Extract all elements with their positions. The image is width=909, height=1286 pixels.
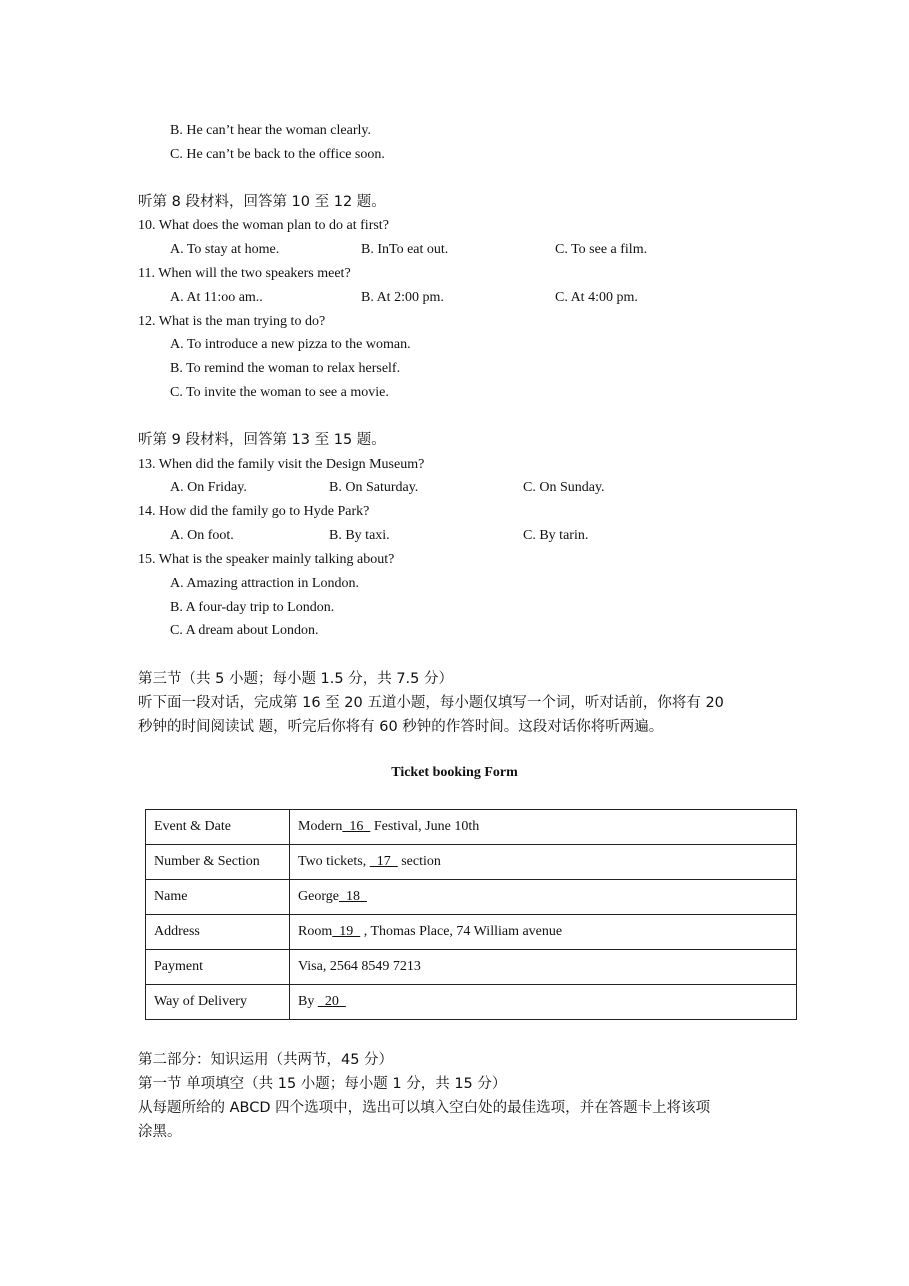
q13-option-a: A. On Friday. [170,480,247,495]
form-label: Way of Delivery [146,985,290,1020]
form-value: By 20 [290,985,797,1020]
segment-8-header: 听第 8 段材料，回答第 10 至 12 题。 [138,194,386,210]
q10-stem: 10. What does the woman plan to do at first? [138,218,389,233]
part-2-instruction-line-2: 涂黑。 [138,1124,182,1140]
section-3-instruction-line-1: 听下面一段对话，完成第 16 至 20 五道小题，每小题仅填写一个词，听对话前，你将有 20 [138,695,724,711]
form-label: Payment [146,950,290,985]
q14-option-a: A. On foot. [170,528,234,543]
q15-stem: 15. What is the speaker mainly talking about? [138,552,395,567]
form-label: Event & Date [146,810,290,845]
q13-option-b: B. On Saturday. [329,480,419,495]
q15-option-b: B. A four-day trip to London. [170,600,335,615]
ticket-booking-form [145,809,797,1020]
form-value: Two tickets, 17 section [290,845,797,880]
q15-option-c: C. A dream about London. [170,623,319,638]
section-3-instruction-line-2: 秒钟的时间阅读试 题，听完后你将有 60 秒钟的作答时间。这段对话你将听两遍。 [138,719,664,735]
q12-option-a: A. To introduce a new pizza to the woman. [170,337,411,352]
q14-option-b: B. By taxi. [329,528,390,543]
form-row-event-date [146,810,797,845]
blank-19: 19 [332,924,361,939]
q12-option-b: B. To remind the woman to relax herself. [170,361,401,376]
form-row-number-section [146,845,797,880]
q12-option-c: C. To invite the woman to see a movie. [170,385,389,400]
q11-option-c: C. At 4:00 pm. [555,290,638,305]
q12-stem: 12. What is the man trying to do? [138,314,326,329]
q14-options [138,527,838,545]
q11-stem: 11. When will the two speakers meet? [138,266,351,281]
q13-options [138,479,838,497]
q11-option-a: A. At 11:oo am.. [170,290,263,305]
form-label: Address [146,915,290,950]
form-value: George 18 [290,880,797,915]
blank-16: 16 [342,819,371,834]
q13-option-c: C. On Sunday. [523,480,605,495]
q9-option-b: B. He can’t hear the woman clearly. [170,123,371,138]
form-row-payment [146,950,797,985]
form-value: Modern 16 Festival, June 10th [290,810,797,845]
form-row-address [146,915,797,950]
q9-option-c: C. He can’t be back to the office soon. [170,147,385,162]
q11-options [138,289,838,307]
part-2-header: 第二部分：知识运用（共两节，45 分） [138,1052,394,1068]
q10-option-c: C. To see a film. [555,242,648,257]
form-title: Ticket booking Form [391,765,518,780]
q15-option-a: A. Amazing attraction in London. [170,576,359,591]
q10-option-b: B. InTo eat out. [361,242,449,257]
blank-20: 20 [317,994,346,1009]
form-label: Name [146,880,290,915]
form-value: Room 19 , Thomas Place, 74 William avenue [290,915,797,950]
segment-9-header: 听第 9 段材料，回答第 13 至 15 题。 [138,432,386,448]
form-row-name [146,880,797,915]
form-label: Number & Section [146,845,290,880]
form-value: Visa, 2564 8549 7213 [290,950,797,985]
section-3-header: 第三节（共 5 小题；每小题 1.5 分，共 7.5 分） [138,671,453,687]
q11-option-b: B. At 2:00 pm. [361,290,444,305]
q10-options [138,241,838,259]
q13-stem: 13. When did the family visit the Design Museum? [138,457,425,472]
q14-option-c: C. By tarin. [523,528,589,543]
form-row-delivery [146,985,797,1020]
q14-stem: 14. How did the family go to Hyde Park? [138,504,370,519]
part-2-section-1-header: 第一节 单项填空（共 15 小题；每小题 1 分，共 15 分） [138,1076,507,1092]
q10-option-a: A. To stay at home. [170,242,280,257]
blank-18: 18 [338,889,367,904]
part-2-instruction-line-1: 从每题所给的 ABCD 四个选项中，选出可以填入空白处的最佳选项，并在答题卡上将该项 [138,1100,711,1116]
blank-17: 17 [369,854,398,869]
